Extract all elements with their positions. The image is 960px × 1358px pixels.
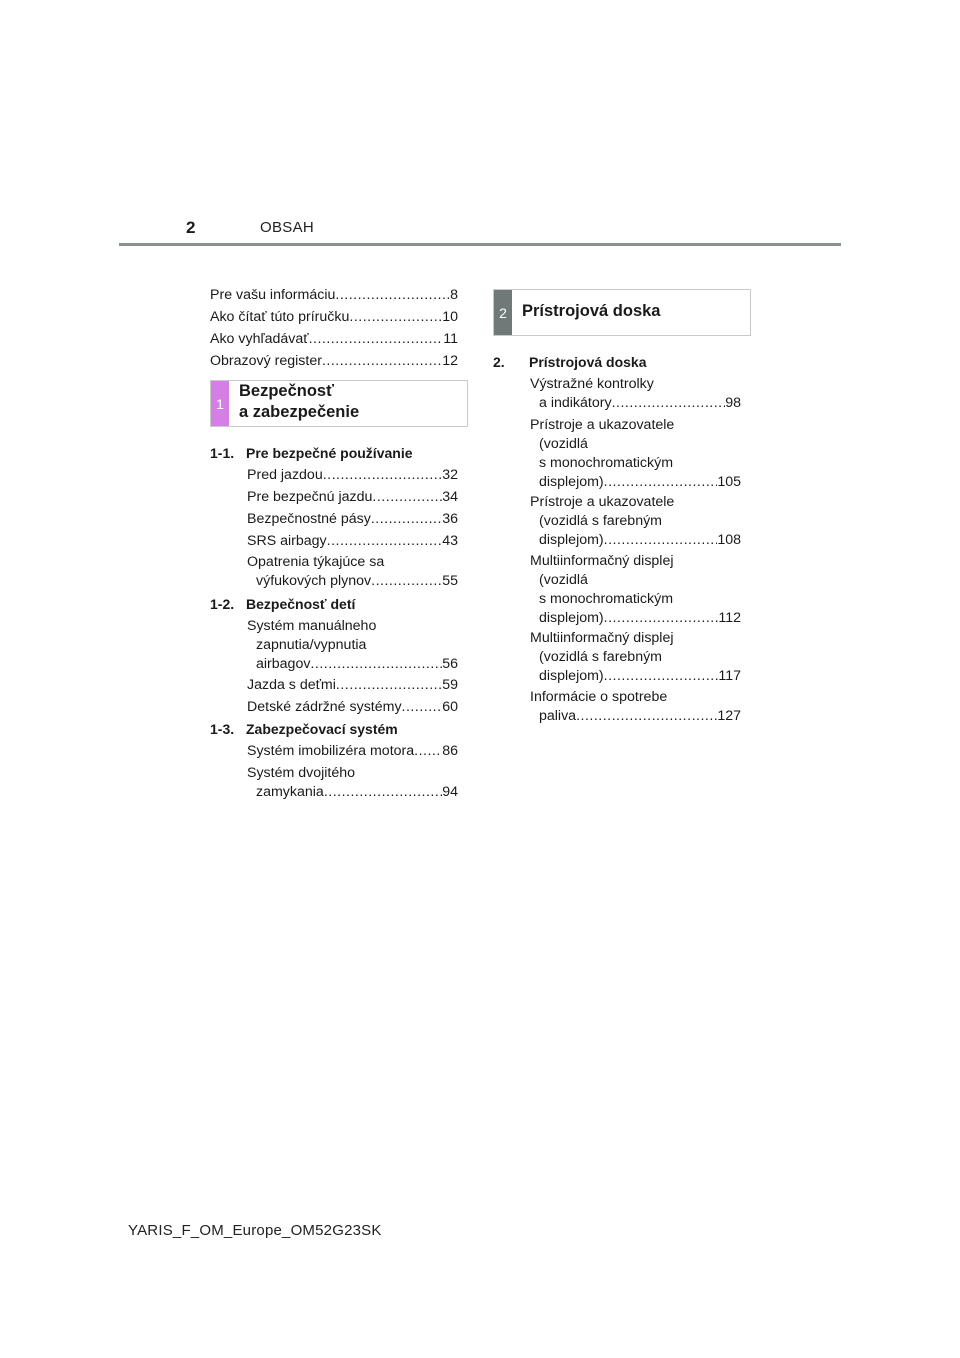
- toc-entry[interactable]: Pred jazdou ..... 32: [247, 466, 458, 485]
- toc-entry[interactable]: Informácie o spotrebe paliva ..... 127: [530, 688, 741, 726]
- toc-entry[interactable]: Pre bezpečnú jazdu ..... 34: [247, 488, 458, 507]
- toc-intro-item[interactable]: Ako čítať túto príručku ..... 10: [210, 308, 458, 327]
- toc-entry[interactable]: Výstražné kontrolky a indikátory ..... 98: [530, 375, 741, 413]
- toc-entry[interactable]: Prístroje a ukazovatele (vozidlá s farebným displejom) ..... 108: [530, 493, 741, 550]
- section-1-title-line1: Bezpečnosť: [239, 382, 335, 400]
- header-divider: [119, 243, 841, 246]
- toc-entry[interactable]: Multiinformačný displej (vozidlá s farebným displejom) ..... 117: [530, 629, 741, 686]
- toc-entry[interactable]: Jazda s deťmi ..... 59: [247, 676, 458, 695]
- section-2-title: Prístrojová doska: [522, 302, 661, 320]
- header-title: OBSAH: [260, 219, 315, 236]
- page-number: 2: [186, 218, 196, 237]
- chapter-heading[interactable]: 2. Prístrojová doska: [493, 354, 647, 370]
- section-1-tab: 1: [211, 381, 229, 426]
- chapter-heading[interactable]: 1-3. Zabezpečovací systém: [210, 721, 398, 737]
- toc-intro-item[interactable]: Ako vyhľadávať ..... 11: [210, 330, 458, 349]
- toc-entry[interactable]: SRS airbagy ..... 43: [247, 532, 458, 551]
- toc-entry[interactable]: Systém dvojitého zamykania ..... 94: [247, 764, 458, 802]
- toc-entry[interactable]: Multiinformačný displej (vozidlá s monochromatickým displejom) ..... 112: [530, 552, 741, 628]
- section-2-tab: 2: [494, 290, 512, 335]
- toc-entry[interactable]: Systém manuálneho zapnutia/vypnutia airbagov ..... 56: [247, 617, 458, 674]
- toc-entry[interactable]: Opatrenia týkajúce sa výfukových plynov ..... 55: [247, 553, 458, 591]
- section-2-box[interactable]: [493, 289, 751, 336]
- page-header: [0, 0, 960, 250]
- toc-entry[interactable]: Bezpečnostné pásy ..... 36: [247, 510, 458, 529]
- toc-intro-item[interactable]: Pre vašu informáciu ..... 8: [210, 286, 458, 305]
- chapter-heading[interactable]: 1-1. Pre bezpečné používanie: [210, 445, 413, 461]
- footer-document-code: YARIS_F_OM_Europe_OM52G23SK: [128, 1222, 382, 1239]
- chapter-heading[interactable]: 1-2. Bezpečnosť detí: [210, 596, 356, 612]
- section-1-title-line2: a zabezpečenie: [239, 403, 360, 421]
- toc-entry[interactable]: Systém imobilizéra motora ..... 86: [247, 742, 458, 761]
- toc-intro-item[interactable]: Obrazový register ..... 12: [210, 352, 458, 371]
- toc-entry[interactable]: Detské zádržné systémy ..... 60: [247, 698, 458, 717]
- toc-entry[interactable]: Prístroje a ukazovatele (vozidlá s monochromatickým displejom) ..... 105: [530, 416, 741, 492]
- section-1-box[interactable]: [210, 380, 468, 427]
